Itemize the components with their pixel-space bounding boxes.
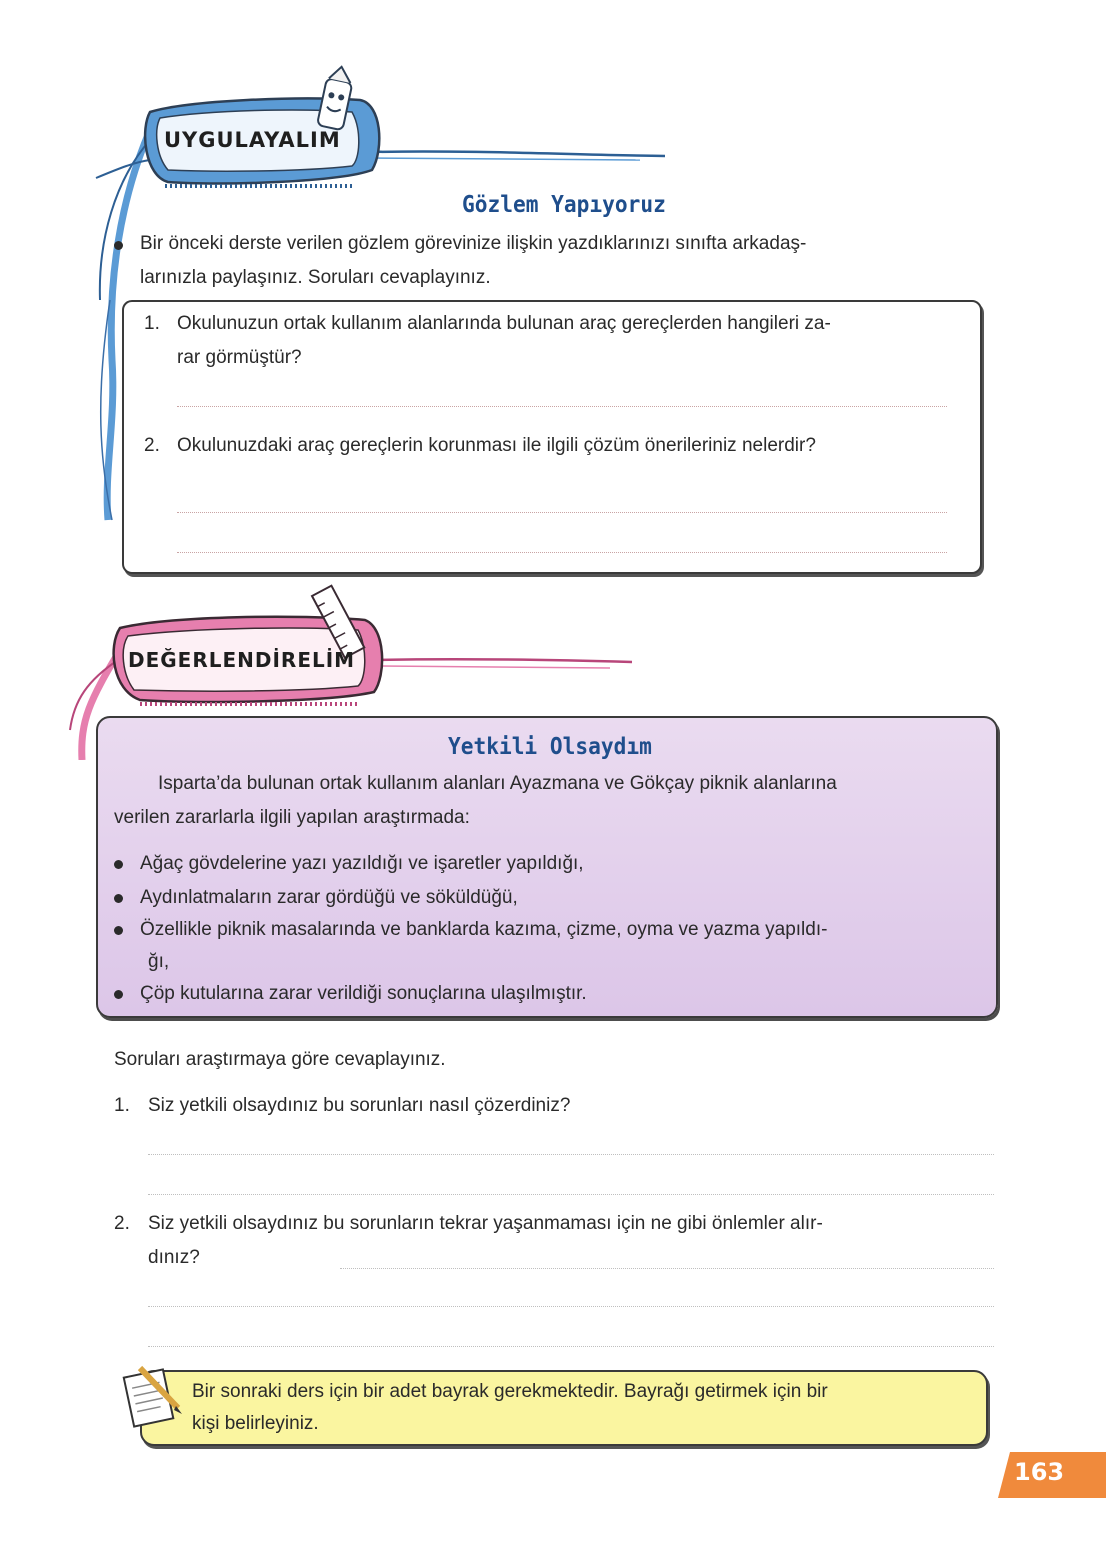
answer-line[interactable]: [148, 1194, 994, 1195]
section2-bullet-4: Çöp kutularına zarar verildiği sonuçlarına ulaşılmıştır.: [140, 983, 587, 1004]
section2-para-line2: verilen zararlarla ilgili yapılan araştırmada:: [114, 807, 470, 828]
section2-bullet-3-line2: ğı,: [148, 951, 170, 972]
uygulayalim-banner-label: UYGULAYALIM: [164, 128, 341, 152]
section2-instruction: Soruları araştırmaya göre cevaplayınız.: [114, 1049, 446, 1070]
question-number: 2.: [114, 1213, 130, 1234]
degerlendirelim-banner-label: DEĞERLENDİRELİM: [128, 648, 356, 672]
section1-intro-line2: larınızla paylaşınız. Soruları cevaplayınız.: [140, 267, 491, 288]
section2-bullet-1: Ağaç gövdelerine yazı yazıldığı ve işaretler yapıldığı,: [140, 853, 584, 874]
answer-line[interactable]: [148, 1306, 994, 1307]
section1-title: Gözlem Yapıyoruz: [462, 192, 666, 218]
page-number: 163: [1014, 1458, 1065, 1486]
section2-q2-line1: Siz yetkili olsaydınız bu sorunların tekrar yaşanmaması için ne gibi önlemler alır-: [148, 1213, 823, 1234]
section1-q2-line1: Okulunuzdaki araç gereçlerin korunması ile ilgili çözüm önerileriniz nelerdir?: [177, 435, 816, 456]
note-line1: Bir sonraki ders için bir adet bayrak gerekmektedir. Bayrağı getirmek için bir: [192, 1381, 828, 1402]
section2-bullet-3-line1: Özellikle piknik masalarında ve banklarda kazıma, çizme, oyma ve yazma yapıldı-: [140, 919, 828, 940]
section2-q1: Siz yetkili olsaydınız bu sorunları nasıl çözerdiniz?: [148, 1095, 571, 1116]
section1-q1-line2: rar görmüştür?: [177, 347, 302, 368]
bullet-icon: [114, 990, 123, 999]
section2-bullet-2: Aydınlatmaların zarar gördüğü ve söküldüğü,: [140, 887, 518, 908]
question-number: 1.: [144, 313, 160, 334]
answer-line[interactable]: [148, 1154, 994, 1155]
section1-intro-line1: Bir önceki derste verilen gözlem görevinize ilişkin yazdıklarınızı sınıfta arkadaş-: [140, 233, 807, 254]
bullet-icon: [114, 860, 123, 869]
section2-q2-line2: dınız?: [148, 1247, 200, 1268]
section1-q1-line1: Okulunuzun ortak kullanım alanlarında bulunan araç gereçlerden hangileri za-: [177, 313, 831, 334]
note-line2: kişi belirleyiniz.: [192, 1413, 319, 1434]
question-number: 2.: [144, 435, 160, 456]
answer-line[interactable]: [148, 1346, 994, 1347]
question-number: 1.: [114, 1095, 130, 1116]
degerlendirelim-banner: [0, 0, 1106, 760]
section2-para-line1: Isparta’da bulunan ortak kullanım alanları Ayazmana ve Gökçay piknik alanlarına: [158, 773, 837, 794]
bullet-icon: [114, 894, 123, 903]
notepad-pencil-icon: [118, 1360, 188, 1430]
bullet-icon: [114, 926, 123, 935]
section2-title: Yetkili Olsaydım: [448, 734, 652, 760]
answer-line[interactable]: [340, 1268, 994, 1269]
